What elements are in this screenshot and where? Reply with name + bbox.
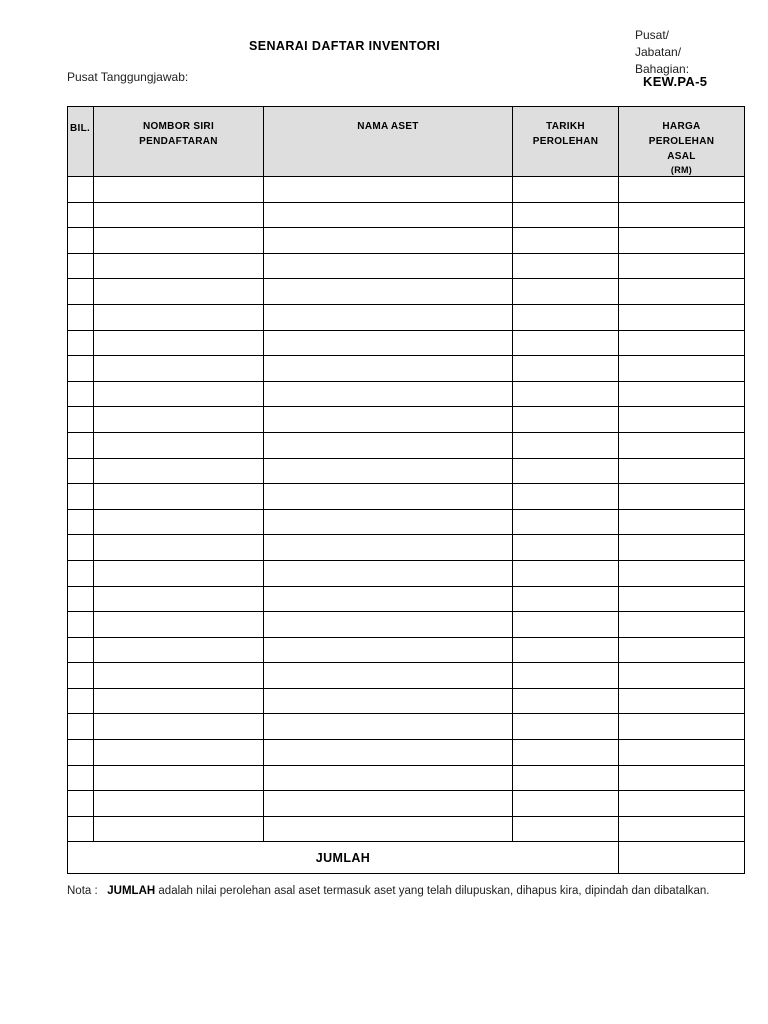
nombor-siri-cell[interactable] (94, 484, 264, 510)
bil-cell[interactable] (68, 509, 94, 535)
header-line: PENDAFTARAN (139, 136, 218, 147)
harga-perolehan-cell[interactable] (619, 816, 745, 842)
tarikh-perolehan-cell[interactable] (513, 253, 619, 279)
bil-cell[interactable] (68, 560, 94, 586)
nama-aset-cell[interactable] (264, 791, 513, 817)
tarikh-perolehan-cell[interactable] (513, 765, 619, 791)
table-row (68, 791, 745, 817)
side-label-line: Jabatan/ (635, 45, 682, 59)
nombor-siri-cell[interactable] (94, 177, 264, 203)
header-line: TARIKH (546, 121, 585, 132)
nama-aset-cell[interactable] (264, 381, 513, 407)
nombor-siri-cell[interactable] (94, 381, 264, 407)
bil-cell[interactable] (68, 663, 94, 689)
bil-cell[interactable] (68, 791, 94, 817)
bil-cell[interactable] (68, 765, 94, 791)
harga-perolehan-cell[interactable] (619, 484, 745, 510)
column-header-tarikh-perolehan (513, 107, 619, 177)
table-row (68, 688, 745, 714)
header-line: PEROLEHAN (532, 136, 599, 147)
nombor-siri-cell[interactable] (94, 637, 264, 663)
nama-aset-cell[interactable] (264, 535, 513, 561)
harga-perolehan-cell[interactable] (619, 791, 745, 817)
tarikh-perolehan-cell[interactable] (513, 330, 619, 356)
header-line: NAMA ASET (357, 121, 419, 132)
header-line: PEROLEHAN (648, 136, 715, 147)
nombor-siri-cell[interactable] (94, 612, 264, 638)
header-line: NOMBOR SIRI (142, 121, 215, 132)
table-body (68, 177, 745, 842)
nombor-siri-cell[interactable] (94, 330, 264, 356)
harga-perolehan-cell[interactable] (619, 458, 745, 484)
table-row (68, 535, 745, 561)
nama-aset-cell[interactable] (264, 279, 513, 305)
total-value-cell[interactable] (619, 842, 745, 874)
bil-cell[interactable] (68, 535, 94, 561)
nombor-siri-cell[interactable] (94, 202, 264, 228)
nama-aset-cell[interactable] (264, 484, 513, 510)
tarikh-perolehan-cell[interactable] (513, 381, 619, 407)
nama-aset-cell[interactable] (264, 586, 513, 612)
harga-perolehan-cell[interactable] (619, 560, 745, 586)
bil-cell[interactable] (68, 816, 94, 842)
tarikh-perolehan-cell[interactable] (513, 791, 619, 817)
harga-perolehan-cell[interactable] (619, 535, 745, 561)
harga-perolehan-cell[interactable] (619, 381, 745, 407)
jabatan-label (635, 27, 689, 78)
tarikh-perolehan-cell[interactable] (513, 509, 619, 535)
table-row (68, 253, 745, 279)
table-row (68, 304, 745, 330)
nama-aset-cell[interactable] (264, 688, 513, 714)
harga-perolehan-cell[interactable] (619, 253, 745, 279)
bil-cell[interactable] (68, 279, 94, 305)
nombor-siri-cell[interactable] (94, 688, 264, 714)
nombor-siri-cell[interactable] (94, 458, 264, 484)
harga-perolehan-cell[interactable] (619, 407, 745, 433)
bil-cell[interactable] (68, 458, 94, 484)
harga-perolehan-cell[interactable] (619, 177, 745, 203)
bil-cell[interactable] (68, 432, 94, 458)
footnote-prefix: Nota : (67, 885, 98, 897)
nama-aset-cell[interactable] (264, 637, 513, 663)
table-row (68, 356, 745, 382)
header-line: ASAL (667, 151, 696, 162)
harga-perolehan-cell[interactable] (619, 279, 745, 305)
bil-cell[interactable] (68, 484, 94, 510)
nama-aset-cell[interactable] (264, 816, 513, 842)
tarikh-perolehan-cell[interactable] (513, 432, 619, 458)
footnote-text: adalah nilai perolehan asal aset termasuk aset yang telah dilupuskan, dihapus kira, dipindah dan dibatalkan. (158, 885, 710, 897)
table-row (68, 663, 745, 689)
tarikh-perolehan-cell[interactable] (513, 663, 619, 689)
harga-perolehan-cell[interactable] (619, 356, 745, 382)
tarikh-perolehan-cell[interactable] (513, 228, 619, 254)
nombor-siri-cell[interactable] (94, 509, 264, 535)
nombor-siri-cell[interactable] (94, 407, 264, 433)
table-row (68, 432, 745, 458)
tarikh-perolehan-cell[interactable] (513, 560, 619, 586)
nama-aset-cell[interactable] (264, 458, 513, 484)
table-row (68, 509, 745, 535)
nama-aset-cell[interactable] (264, 330, 513, 356)
table-row (68, 202, 745, 228)
footnote-bold: JUMLAH (107, 885, 156, 897)
harga-perolehan-cell[interactable] (619, 714, 745, 740)
table-row (68, 407, 745, 433)
table-row (68, 228, 745, 254)
harga-perolehan-cell[interactable] (619, 330, 745, 356)
nombor-siri-cell[interactable] (94, 791, 264, 817)
harga-perolehan-cell[interactable] (619, 663, 745, 689)
nama-aset-cell[interactable] (264, 253, 513, 279)
nama-aset-cell[interactable] (264, 714, 513, 740)
tarikh-perolehan-cell[interactable] (513, 740, 619, 766)
harga-perolehan-cell[interactable] (619, 432, 745, 458)
bil-cell[interactable] (68, 253, 94, 279)
tarikh-perolehan-cell[interactable] (513, 407, 619, 433)
header-line: HARGA (662, 121, 701, 132)
table-row (68, 458, 745, 484)
tarikh-perolehan-cell[interactable] (513, 612, 619, 638)
nama-aset-cell[interactable] (264, 509, 513, 535)
nama-aset-cell[interactable] (264, 407, 513, 433)
nombor-siri-cell[interactable] (94, 586, 264, 612)
harga-perolehan-cell[interactable] (619, 228, 745, 254)
nombor-siri-cell[interactable] (94, 432, 264, 458)
harga-perolehan-cell[interactable] (619, 740, 745, 766)
inventory-table (67, 106, 745, 874)
nombor-siri-cell[interactable] (94, 356, 264, 382)
nombor-siri-cell[interactable] (94, 535, 264, 561)
harga-perolehan-cell[interactable] (619, 765, 745, 791)
nama-aset-cell[interactable] (264, 663, 513, 689)
column-header-bil (68, 107, 94, 177)
side-label-line: Bahagian: (635, 62, 690, 76)
nama-aset-cell[interactable] (264, 432, 513, 458)
nombor-siri-cell[interactable] (94, 714, 264, 740)
nama-aset-cell[interactable] (264, 228, 513, 254)
table-row (68, 637, 745, 663)
nombor-siri-cell[interactable] (94, 560, 264, 586)
table-row (68, 330, 745, 356)
nombor-siri-cell[interactable] (94, 816, 264, 842)
tarikh-perolehan-cell[interactable] (513, 816, 619, 842)
bil-cell[interactable] (68, 177, 94, 203)
table-row (68, 484, 745, 510)
table-row (68, 560, 745, 586)
side-label-line: Pusat/ (635, 28, 670, 42)
table-row (68, 586, 745, 612)
nombor-siri-cell[interactable] (94, 740, 264, 766)
bil-cell[interactable] (68, 688, 94, 714)
bil-cell[interactable] (68, 381, 94, 407)
nombor-siri-cell[interactable] (94, 279, 264, 305)
total-row (68, 842, 745, 874)
nama-aset-cell[interactable] (264, 356, 513, 382)
table-row (68, 714, 745, 740)
bil-cell[interactable] (68, 612, 94, 638)
column-header-harga-perolehan (619, 107, 745, 177)
nombor-siri-cell[interactable] (94, 304, 264, 330)
table-row (68, 740, 745, 766)
tarikh-perolehan-cell[interactable] (513, 637, 619, 663)
bil-cell[interactable] (68, 407, 94, 433)
column-header-nombor-siri (94, 107, 264, 177)
table-row (68, 279, 745, 305)
table-row (68, 816, 745, 842)
nama-aset-cell[interactable] (264, 765, 513, 791)
harga-perolehan-cell[interactable] (619, 612, 745, 638)
footnote (67, 885, 710, 897)
tarikh-perolehan-cell[interactable] (513, 177, 619, 203)
nombor-siri-cell[interactable] (94, 228, 264, 254)
form-title: SENARAI DAFTAR INVENTORI (249, 39, 441, 53)
harga-perolehan-cell[interactable] (619, 586, 745, 612)
harga-perolehan-cell[interactable] (619, 688, 745, 714)
nombor-siri-cell[interactable] (94, 765, 264, 791)
tarikh-perolehan-cell[interactable] (513, 202, 619, 228)
bil-cell[interactable] (68, 637, 94, 663)
header-line: BIL. (70, 123, 91, 134)
table-row (68, 765, 745, 791)
bil-cell[interactable] (68, 740, 94, 766)
harga-perolehan-cell[interactable] (619, 637, 745, 663)
tarikh-perolehan-cell[interactable] (513, 304, 619, 330)
bil-cell[interactable] (68, 586, 94, 612)
bil-cell[interactable] (68, 356, 94, 382)
table-row (68, 177, 745, 203)
bil-cell[interactable] (68, 330, 94, 356)
tarikh-perolehan-cell[interactable] (513, 484, 619, 510)
harga-perolehan-cell[interactable] (619, 304, 745, 330)
bil-cell[interactable] (68, 304, 94, 330)
tarikh-perolehan-cell[interactable] (513, 688, 619, 714)
harga-perolehan-cell[interactable] (619, 509, 745, 535)
tarikh-perolehan-cell[interactable] (513, 356, 619, 382)
table-header-row (68, 107, 745, 177)
tarikh-perolehan-cell[interactable] (513, 535, 619, 561)
harga-perolehan-cell[interactable] (619, 202, 745, 228)
nama-aset-cell[interactable] (264, 740, 513, 766)
column-header-nama-aset (264, 107, 513, 177)
tarikh-perolehan-cell[interactable] (513, 458, 619, 484)
table-row (68, 381, 745, 407)
nama-aset-cell[interactable] (264, 177, 513, 203)
bil-cell[interactable] (68, 228, 94, 254)
tarikh-perolehan-cell[interactable] (513, 586, 619, 612)
nama-aset-cell[interactable] (264, 612, 513, 638)
table-row (68, 612, 745, 638)
header-line: (RM) (670, 165, 693, 175)
bil-cell[interactable] (68, 202, 94, 228)
nama-aset-cell[interactable] (264, 202, 513, 228)
pusat-tanggungjawab-label: Pusat Tanggungjawab: (67, 70, 189, 84)
nama-aset-cell[interactable] (264, 560, 513, 586)
total-label: JUMLAH (68, 842, 619, 874)
nama-aset-cell[interactable] (264, 304, 513, 330)
form-code: KEW.PA-5 (643, 74, 708, 89)
tarikh-perolehan-cell[interactable] (513, 279, 619, 305)
nombor-siri-cell[interactable] (94, 253, 264, 279)
nombor-siri-cell[interactable] (94, 663, 264, 689)
tarikh-perolehan-cell[interactable] (513, 714, 619, 740)
bil-cell[interactable] (68, 714, 94, 740)
